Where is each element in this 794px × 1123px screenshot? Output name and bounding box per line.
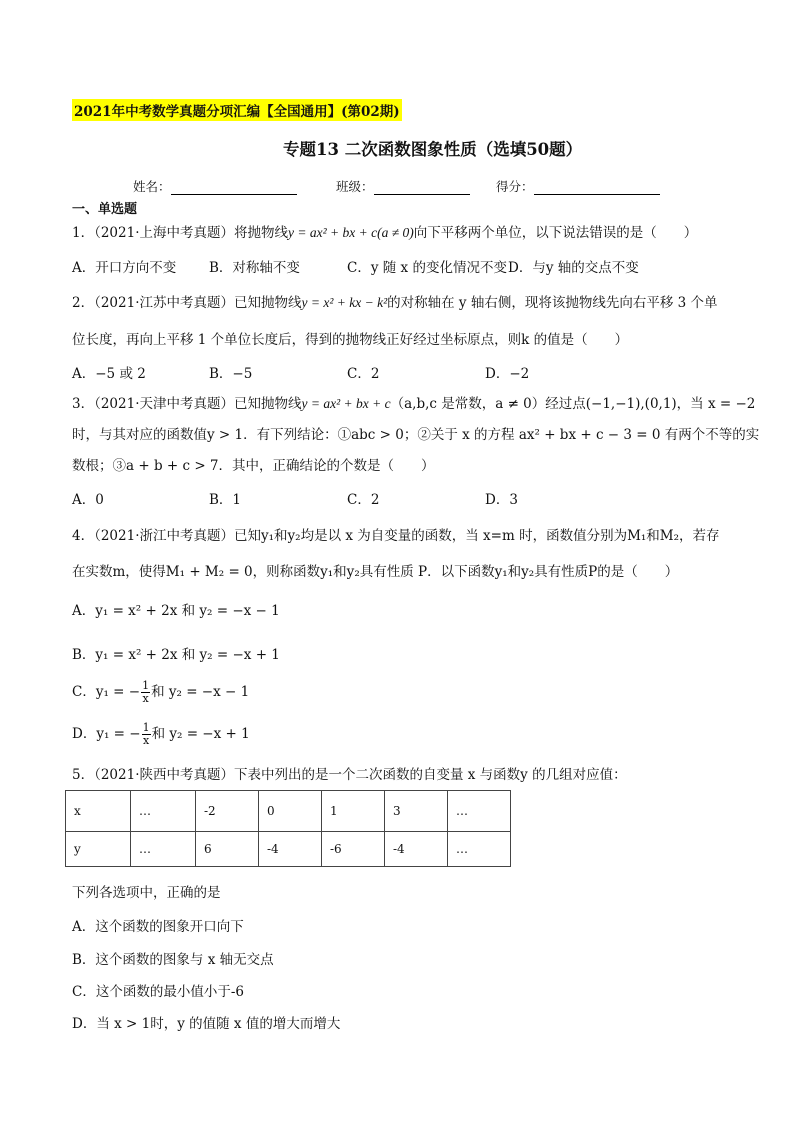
q3-option-d[interactable]: D．3 — [485, 492, 518, 508]
question-1-stem: 1．（2021·上海中考真题）将抛物线y = ax² + bx + c(a ≠ 0)向下平移两个单位，以下说法错误的是（ ） — [72, 225, 698, 241]
score-blank[interactable] — [534, 180, 660, 195]
q4-option-b[interactable]: B．y₁ = x² + 2x 和 y₂ = −x + 1 — [72, 647, 280, 663]
q2-option-a[interactable]: A．−5 或 2 — [72, 366, 146, 382]
q1-formula: y = ax² + bx + c(a ≠ 0) — [288, 225, 414, 240]
class-label: 班级： — [336, 179, 374, 194]
name-blank[interactable] — [171, 180, 297, 195]
q4-option-c[interactable]: C．y₁ = − $\frac{1}{x}$ 和 y₂ = −x − 1 — [72, 679, 250, 705]
q5-option-c[interactable]: C．这个函数的最小值小于-6 — [72, 984, 244, 1000]
question-3-line-2: 时，与其对应的函数值y > 1．有下列结论：①abc > 0；②关于 x 的方程 ax² + bx + c − 3 = 0 有两个不等的实 — [72, 427, 760, 443]
question-3-line-3: 数根；③a + b + c > 7．其中，正确结论的个数是（ ） — [72, 458, 435, 474]
table-row — [66, 832, 511, 867]
q5-option-d[interactable]: D．当 x > 1时，y 的值随 x 值的增大而增大 — [72, 1016, 341, 1032]
table-cell: x — [66, 791, 131, 832]
question-5-after-table: 下列各选项中，正确的是 — [72, 885, 221, 901]
q3-formula: y = ax² + bx + c — [301, 396, 391, 411]
q3-option-a[interactable]: A．0 — [72, 492, 104, 508]
table-cell: … — [131, 791, 196, 832]
class-field[interactable] — [336, 177, 470, 195]
q5-option-a[interactable]: A．这个函数的图象开口向下 — [72, 919, 244, 935]
table-cell: 6 — [196, 832, 259, 867]
table-cell: -4 — [259, 832, 322, 867]
table-cell: 1 — [322, 791, 385, 832]
q3-option-c[interactable]: C．2 — [347, 492, 380, 508]
table-cell: -6 — [322, 832, 385, 867]
name-field[interactable] — [133, 177, 297, 195]
table-cell: 3 — [385, 791, 448, 832]
table-cell: -4 — [385, 832, 448, 867]
q1-option-a[interactable]: A．开口方向不变 — [72, 260, 177, 276]
class-blank[interactable] — [374, 180, 470, 195]
fraction-one-over-x: $\frac{1}{x}$ — [142, 679, 150, 705]
table-cell: … — [448, 791, 511, 832]
score-label: 得分： — [496, 179, 534, 194]
question-4-line-1: 4．（2021·浙江中考真题）已知y₁和y₂均是以 x 为自变量的函数，当 x=m 时，函数值分别为M₁和M₂，若存 — [72, 528, 720, 544]
fraction-one-over-x: $\frac{1}{x}$ — [142, 721, 150, 747]
q2-option-b[interactable]: B．−5 — [209, 366, 253, 382]
q2-option-d[interactable]: D．−2 — [485, 366, 530, 382]
table-cell: … — [131, 832, 196, 867]
series-banner: 2021年中考数学真题分项汇编【全国通用】(第02期) — [72, 99, 402, 121]
value-table — [65, 790, 511, 867]
table-cell: -2 — [196, 791, 259, 832]
question-4-line-2: 在实数m，使得M₁ + M₂ = 0，则称函数y₁和y₂具有性质 P．以下函数y₁和y₂具有性质P的是（ ） — [72, 564, 679, 580]
table-row — [66, 791, 511, 832]
name-label: 姓名： — [133, 179, 171, 194]
q3-option-b[interactable]: B．1 — [209, 492, 242, 508]
table-cell: y — [66, 832, 131, 867]
score-field[interactable] — [496, 177, 660, 195]
q1-option-d[interactable]: D．与y 轴的交点不变 — [508, 260, 639, 276]
question-5-stem: 5．（2021·陕西中考真题）下表中列出的是一个二次函数的自变量 x 与函数y 的几组对应值： — [72, 767, 627, 783]
q2-formula: y = x² + kx − k² — [301, 295, 388, 310]
question-2-line-1: 2．（2021·江苏中考真题）已知抛物线y = x² + kx − k²的对称轴在 y 轴右侧，现将该抛物线先向右平移 3 个单 — [72, 295, 718, 311]
question-2-line-2: 位长度，再向上平移 1 个单位长度后，得到的抛物线正好经过坐标原点，则k 的值是（ ） — [72, 332, 629, 348]
table-cell: … — [448, 832, 511, 867]
section-heading: 一、单选题 — [72, 202, 138, 217]
q4-option-a[interactable]: A．y₁ = x² + 2x 和 y₂ = −x − 1 — [72, 603, 280, 619]
q4-option-d[interactable]: D．y₁ = − $\frac{1}{x}$ 和 y₂ = −x + 1 — [72, 721, 250, 747]
q2-option-c[interactable]: C．2 — [347, 366, 380, 382]
table-cell: 0 — [259, 791, 322, 832]
q1-option-b[interactable]: B．对称轴不变 — [209, 260, 300, 276]
q1-option-c[interactable]: C．y 随 x 的变化情况不变 — [347, 260, 507, 276]
page-title: 专题13 二次函数图象性质（选填50题） — [283, 140, 583, 159]
q5-option-b[interactable]: B．这个函数的图象与 x 轴无交点 — [72, 952, 274, 968]
question-3-line-1: 3．（2021·天津中考真题）已知抛物线y = ax² + bx + c（a,b,c 是常数，a ≠ 0）经过点(−1,−1),(0,1)，当 x = −2 — [72, 396, 756, 412]
